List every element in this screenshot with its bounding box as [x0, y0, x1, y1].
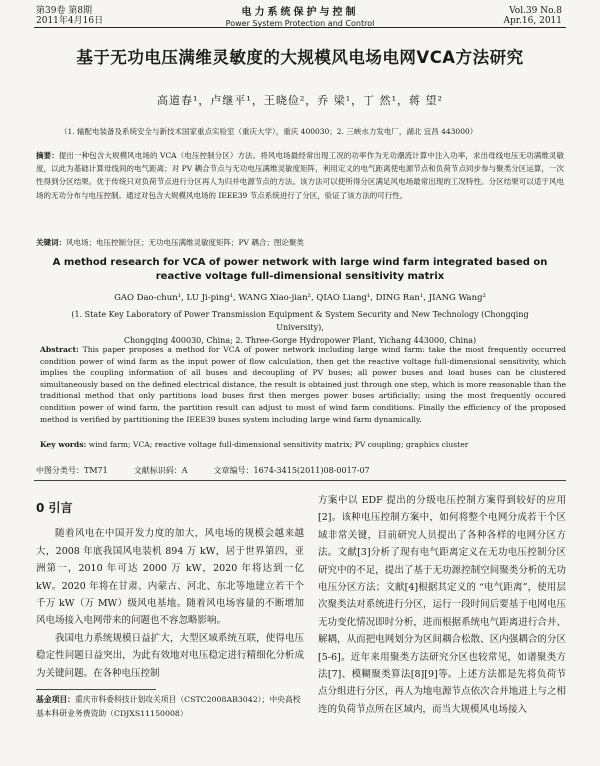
affiliation-en-line-2: Chongqing 400030, China; 2. Three-Gorge Hydropower Plant, Yichang 443000, China): [123, 336, 477, 345]
volume-issue: 第39卷 第8期: [36, 6, 93, 16]
header-right: [503, 6, 562, 26]
affiliation-en: [50, 308, 550, 347]
keywords-en-text: wind farm; VCA; reactive voltage full-dimensional sensitivity matrix; PV coupling; graphics cluster: [88, 440, 469, 449]
keywords-en-label: Key words:: [40, 440, 87, 449]
classification-row: [36, 465, 564, 476]
funding-label: 基金项目：: [36, 695, 75, 704]
body-paragraph: 随着风电在中国开发力度的加大，风电场的规模会越来越大，2008 年底我国风电装机 894 万 kW，居于世界第四，亚洲第一，2010 年可达 2000 万 kW，2020 年将达到一亿 kW。2020 年将在甘肃、内蒙古、河北、东北等地建立若干个千万 kW（万 MW）级风电基地。随着风电场容量的不断增加风电场接入电网带来的问题也不容忽略影响。: [36, 528, 304, 627]
date-zh: 2011年4月16日: [36, 16, 104, 26]
abstract-zh: [36, 149, 564, 202]
clc-number: 中图分类号：TM71: [36, 466, 108, 475]
funding-text: 重庆市科委科技计划攻关项目（CSTC2008AB3042）；中央高校基本科研业务费资助（CDJXS11150008）: [36, 695, 301, 718]
paper-title-zh: 基于无功电压满维灵敏度的大规模风电场电网VCA方法研究: [76, 48, 524, 67]
affiliation-zh: （1. 输配电装备及系统安全与新技术国家重点实验室（重庆大学），重庆 400030；2. 三峡水力发电厂，湖北 宜昌 443000）: [60, 127, 478, 136]
section-heading-introduction: 0 引言: [36, 501, 73, 515]
abstract-en: [40, 344, 566, 425]
affiliation-en-line-1: (1. State Key Laboratory of Power Transmission Equipment & System Security and New Technology (Chongqing University),: [71, 310, 529, 332]
authors-en: GAO Dao-chun¹, LU Ji-ping¹, WANG Xiao-jian², QIAO Liang¹, DING Ran¹, JIANG Wang²: [114, 293, 486, 303]
date-en: Apr.16, 2011: [503, 16, 562, 26]
keywords-zh: [36, 237, 564, 248]
journal-name-en: Power System Protection and Control: [225, 19, 375, 28]
volume-en: Vol.39 No.8: [509, 6, 562, 16]
abstract-zh-text: 提出一种包含大规模风电场的 VCA（电压控制分区）方法。将风电场最经常出现工况的功率作为无功潮流计算中注入功率，求出母线电压无功满维灵敏度，以此为基础计算母线间的电气距离；对 PV 耦合节点与无功电压满维灵敏度矩阵，利用定义的电气距离使电源节点和负荷节点同步参与聚类分区运算，一次性得到分区结果。优于传统只对负荷节点进行分区再人为归并电源节点的方法。该方法可以使所得分区满足风电场最常出现的工况特性。分区结果可以适于风电场的无功分布与电压控制。通过对包含大规模风电场的 IEEE39 节点系统进行了分区，验证了该方法的可行性。: [36, 151, 565, 200]
body-left-column: [36, 500, 304, 682]
abstract-zh-label: 摘要：: [36, 151, 59, 160]
body-paragraph: 方案中以 EDF 提出的分级电压控制方案得到较好的应用[2]。该种电压控制方案中，如何将整个电网分成若干个区域非常关键，目前研究人员提出了各种各样的电网分区方法。文献[3]分析了现有电气距离定义在无功电压控制分区研究中的不足，提出了基于无功源控制空间聚类分析的无功电压分区方法；文献[4]根据其定义的 “电气距离”，使用层次聚类法对系统进行分区，运行一段时间后要基于电网电压无功变化情况即时分析，进而根据系统电气距离进行合并、解耦，从而把电网划分为区间耦合松散、区内强耦合的分区[5-6]。近年来用聚类方法研究分区也较常见，如谱聚类方法[7]、模糊聚类算法[8][9]等。上述方法都是先将负荷节点分组进行分区，再人为地电源节点依次合并地进上与之相连的负荷节点所在区域内，而当大规模风电场接入: [318, 495, 566, 715]
paper-title-en: A method research for VCA of power network with large wind farm integrated based on reactive voltage full-dimensional sensitivity matrix: [52, 257, 548, 282]
classification-divider: [34, 480, 566, 481]
article-id: 文章编号：1674-3415(2011)08-0017-07: [213, 466, 370, 475]
funding-footnote: [36, 693, 302, 721]
footnote-divider: [36, 689, 156, 690]
keywords-zh-label: 关键词：: [36, 238, 66, 247]
abstract-en-label: Abstract:: [40, 345, 79, 354]
document-code: 文献标识码：A: [133, 466, 188, 475]
journal-name-zh: 电力系统保护与控制: [241, 7, 359, 18]
body-paragraph: 我国电力系统规模日益扩大，大型区域系统互联，使得电压稳定性问题日益突出，为此有效地对电压稳定进行精细化分析成为关键问题。在各种电压控制: [36, 632, 304, 679]
authors-zh: 高道春¹，卢继平¹，王晓俭²，乔 梁¹，丁 然¹，蒋 望²: [157, 94, 443, 107]
abstract-en-text: This paper proposes a method for VCA of power network including large wind farm: take the most frequently occurred condition power of wind farm as the input power of flow calculation, then get the reactive voltage full-dimensional sensitivity, which implies the coupling information of all buses and decoupling of PV buses; all power buses and load buses can be clustered simultaneously based on the defined electrical distance, the result is obtained just through one step, which is more reasonable than the traditional method that only partitions load buses first then merges power buses artificially; using the most frequently occured condition power of wind farm, the partition result can adjust to most of wind farm conditions. Finally the efficiency of the proposed method is verified by partitioning the IEEE39 buses system including large wind farm dynamically.: [40, 345, 566, 424]
keywords-en: [40, 440, 566, 449]
header-divider: [34, 27, 566, 28]
body-right-column: [318, 492, 566, 718]
keywords-zh-text: 风电场；电压控制分区；无功电压满维灵敏度矩阵；PV 耦合；图论聚类: [66, 238, 304, 247]
